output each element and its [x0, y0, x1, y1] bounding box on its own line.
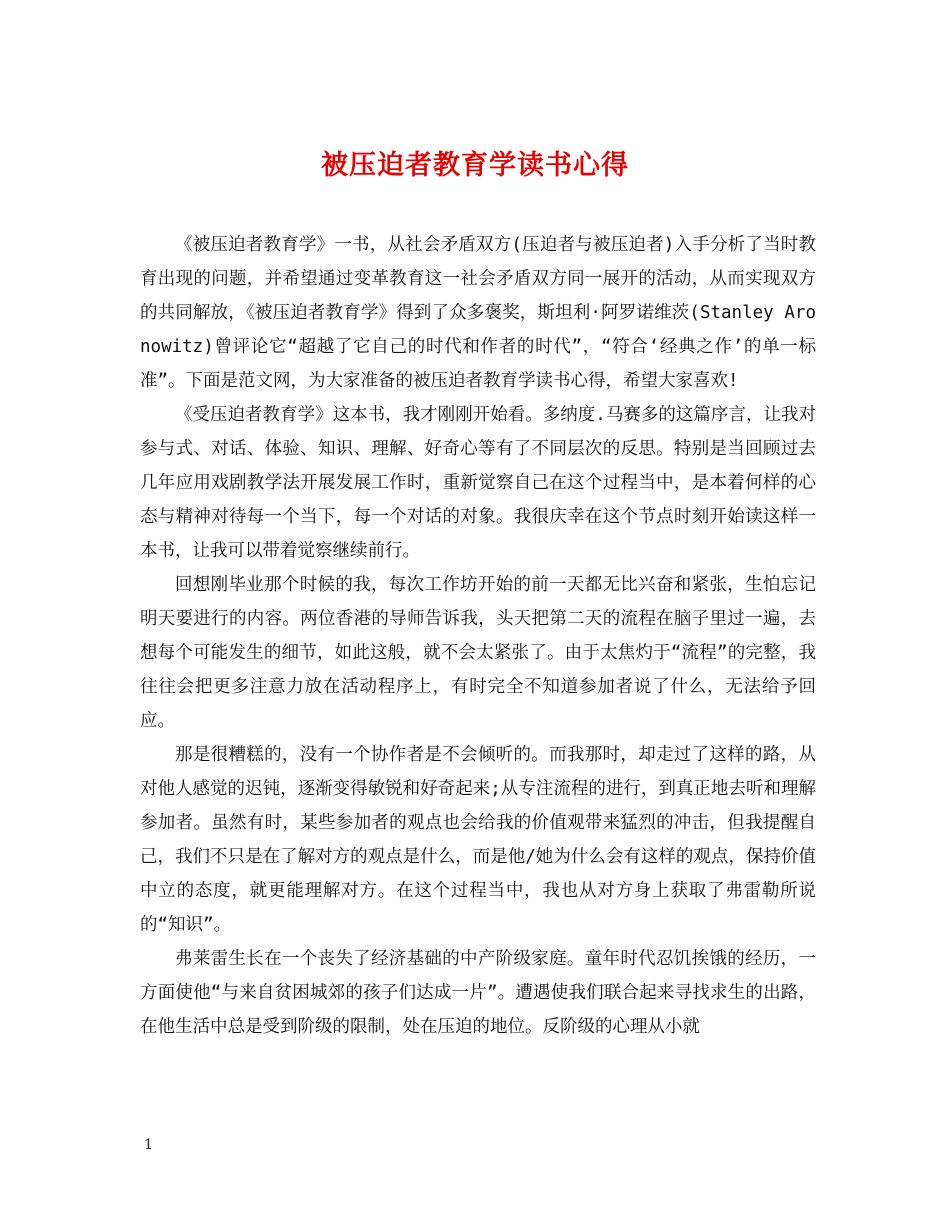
paragraph: 那是很糟糕的，没有一个协作者是不会倾听的。而我那时，却走过了这样的路，从对他人感觉的迟钝，逐渐变得敏锐和好奇起来;从专注流程的进行，到真正地去听和理解参加者。虽然有时，某些参加者的观点也会给我的价值观带来猛烈的冲击，但我提醒自己，我们不只是在了解对方的观点是什么，而是他/她为什么会有这样的观点，保持价值中立的态度，就更能理解对方。在这个过程当中，我也从对方身上获取了弗雷勒所说的“知识”。 — [140, 745, 816, 935]
document-title: 被压迫者教育学读书心得 — [321, 150, 629, 182]
paragraph: 《受压迫者教育学》这本书，我才刚刚开始看。多纳度.马赛多的这篇序言，让我对参与式、对话、体验、知识、理解、好奇心等有了不同层次的反思。特别是当回顾过去几年应用戏剧教学法开展发展工作时，重新觉察自己在这个过程当中，是本着何样的心态与精神对待每一个当下，每一个对话的对象。我很庆幸在这个节点时刻开始读这样一本书，让我可以带着觉察继续前行。 — [140, 405, 816, 561]
document-body — [140, 228, 816, 1044]
paragraph: 弗莱雷生长在一个丧失了经济基础的中产阶级家庭。童年时代忍饥挨饿的经历，一方面使他“与来自贫困城郊的孩子们达成一片”。遭遇使我们联合起来寻找求生的出路，在他生活中总是受到阶级的限制，处在压迫的地位。反阶级的心理从小就 — [140, 949, 816, 1037]
paragraph: 回想刚毕业那个时候的我，每次工作坊开始的前一天都无比兴奋和紧张，生怕忘记明天要进行的内容。两位香港的导师告诉我，头天把第二天的流程在脑子里过一遍，去想每个可能发生的细节，如此这般，就不会太紧张了。由于太焦灼于“流程”的完整，我往往会把更多注意力放在活动程序上，有时完全不知道参加者说了什么，无法给予回应。 — [140, 575, 816, 731]
page-number: 1 — [144, 1137, 153, 1153]
paragraph: 《被压迫者教育学》一书，从社会矛盾双方(压迫者与被压迫者)入手分析了当时教育出现的问题，并希望通过变革教育这一社会矛盾双方同一展开的活动，从而实现双方的共同解放，《被压迫者教育学》得到了众多褒奖，斯坦利·阿罗诺维茨(Stanley Aronowitz)曾评论它“超越了它自己的时代和作者的时代”，“符合‘经典之作’的单一标准”。下面是范文网，为大家准备的被压迫者教育学读书心得，希望大家喜欢! — [140, 235, 816, 391]
